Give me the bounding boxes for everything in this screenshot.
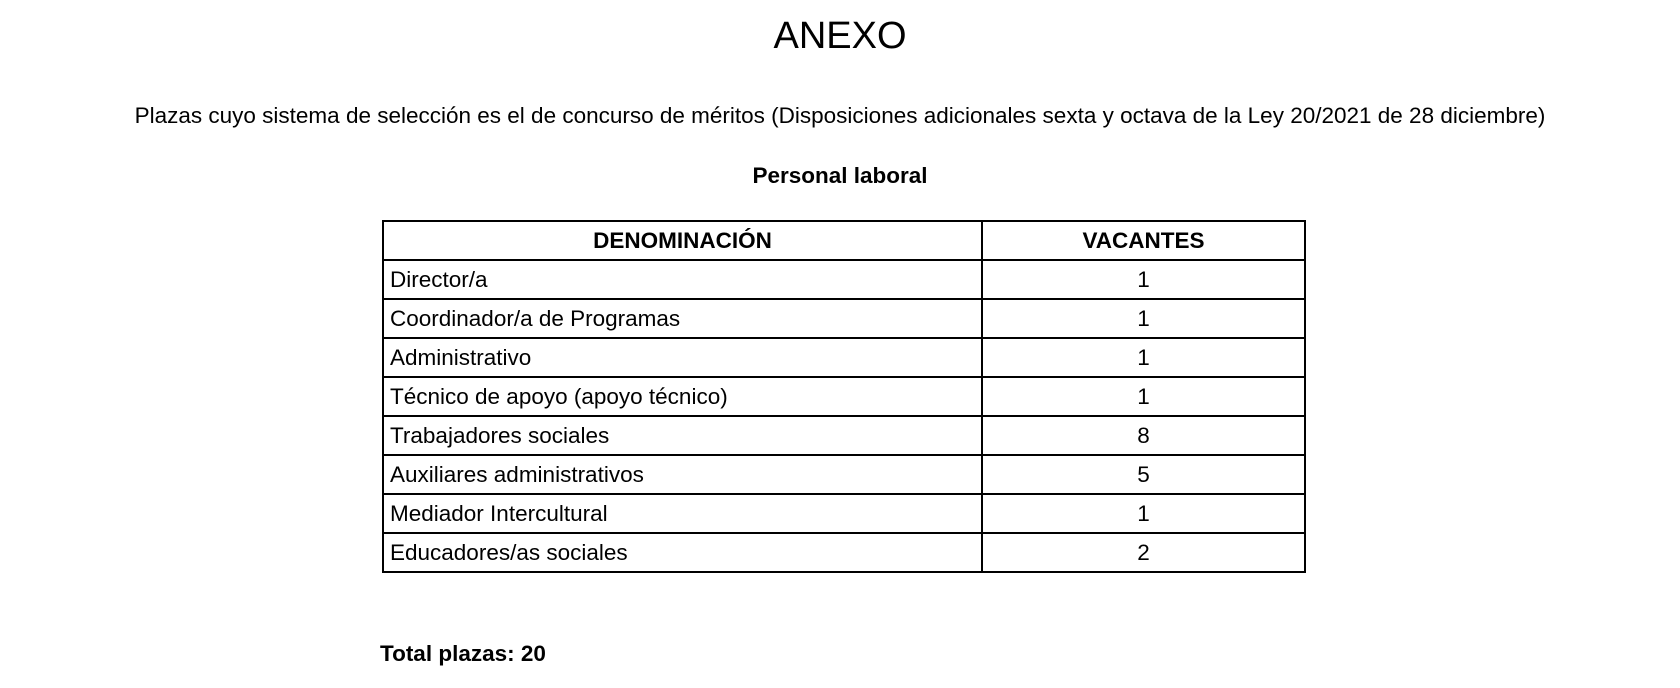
row-denominacion: Coordinador/a de Programas — [383, 299, 982, 338]
row-vacantes: 5 — [982, 455, 1305, 494]
total-plazas: Total plazas: 20 — [380, 641, 546, 666]
page-subtitle: Plazas cuyo sistema de selección es el de concurso de méritos (Disposiciones adicionales sexta y octava de la Ley 20/2021 de 28 diciembre) — [134, 103, 1546, 128]
row-denominacion: Mediador Intercultural — [383, 494, 982, 533]
row-vacantes: 1 — [982, 260, 1305, 299]
table-header-row — [383, 221, 1305, 260]
row-vacantes: 1 — [982, 338, 1305, 377]
row-vacantes: 2 — [982, 533, 1305, 572]
page-title: ANEXO — [773, 15, 907, 57]
table-row — [383, 338, 1305, 377]
row-vacantes: 1 — [982, 494, 1305, 533]
row-denominacion: Administrativo — [383, 338, 982, 377]
row-vacantes: 8 — [982, 416, 1305, 455]
table-row — [383, 455, 1305, 494]
row-denominacion: Auxiliares administrativos — [383, 455, 982, 494]
header-vacantes: VACANTES — [982, 221, 1305, 260]
table-row — [383, 377, 1305, 416]
row-vacantes: 1 — [982, 377, 1305, 416]
vacancies-table — [382, 220, 1306, 573]
row-denominacion: Técnico de apoyo (apoyo técnico) — [383, 377, 982, 416]
table-row — [383, 260, 1305, 299]
table-row — [383, 299, 1305, 338]
row-denominacion: Director/a — [383, 260, 982, 299]
section-heading: Personal laboral — [752, 163, 928, 188]
row-vacantes: 1 — [982, 299, 1305, 338]
header-denominacion: DENOMINACIÓN — [383, 221, 982, 260]
table-row — [383, 494, 1305, 533]
table-row — [383, 416, 1305, 455]
table-row — [383, 533, 1305, 572]
row-denominacion: Educadores/as sociales — [383, 533, 982, 572]
row-denominacion: Trabajadores sociales — [383, 416, 982, 455]
